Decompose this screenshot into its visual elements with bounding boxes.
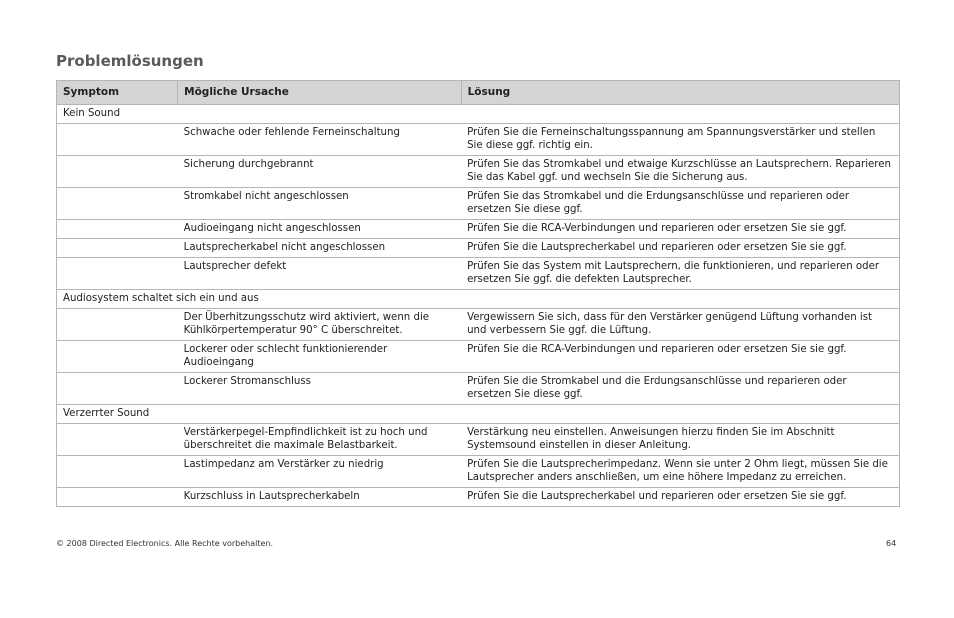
page-number: 64 <box>886 539 897 548</box>
empty-symptom-cell <box>57 456 178 488</box>
header-solution: Lösung <box>461 81 899 105</box>
table-row <box>57 373 900 405</box>
table-row <box>57 124 900 156</box>
symptom-cell: Verzerrter Sound <box>57 405 900 424</box>
table-header-row <box>57 81 900 105</box>
cause-cell: Der Überhitzungsschutz wird aktiviert, wenn die Kühlkörpertemperatur 90° C überschreitet. <box>178 309 461 341</box>
empty-symptom-cell <box>57 239 178 258</box>
empty-symptom-cell <box>57 124 178 156</box>
solution-cell: Verstärkung neu einstellen. Anweisungen hierzu finden Sie im Abschnitt Systemsound einstellen in dieser Anleitung. <box>461 424 899 456</box>
solution-cell: Prüfen Sie die RCA-Verbindungen und reparieren oder ersetzen Sie sie ggf. <box>461 220 899 239</box>
table-row <box>57 188 900 220</box>
table-row <box>57 341 900 373</box>
cause-cell: Sicherung durchgebrannt <box>178 156 461 188</box>
cause-cell: Kurzschluss in Lautsprecherkabeln <box>178 488 461 507</box>
solution-cell: Prüfen Sie die RCA-Verbindungen und reparieren oder ersetzen Sie sie ggf. <box>461 341 899 373</box>
cause-cell: Lockerer oder schlecht funktionierender Audioeingang <box>178 341 461 373</box>
header-symptom: Symptom <box>57 81 178 105</box>
empty-symptom-cell <box>57 488 178 507</box>
symptom-cell: Kein Sound <box>57 105 900 124</box>
page-title: Problemlösungen <box>56 52 204 70</box>
header-cause: Mögliche Ursache <box>178 81 461 105</box>
cause-cell: Lautsprecher defekt <box>178 258 461 290</box>
cause-cell: Lockerer Stromanschluss <box>178 373 461 405</box>
solution-cell: Prüfen Sie die Ferneinschaltungsspannung am Spannungsverstärker und stellen Sie diese ggf. richtig ein. <box>461 124 899 156</box>
table-row <box>57 258 900 290</box>
solution-cell: Prüfen Sie die Lautsprecherimpedanz. Wenn sie unter 2 Ohm liegt, müssen Sie die Lautsprecher anders anschließen, um eine höhere Impedanz zu erreichen. <box>461 456 899 488</box>
table-row <box>57 424 900 456</box>
symptom-cell: Audiosystem schaltet sich ein und aus <box>57 290 900 309</box>
cause-cell: Audioeingang nicht angeschlossen <box>178 220 461 239</box>
empty-symptom-cell <box>57 258 178 290</box>
solution-cell: Prüfen Sie das Stromkabel und etwaige Kurzschlüsse an Lautsprechern. Reparieren Sie das Kabel ggf. und wechseln Sie die Sicherung aus. <box>461 156 899 188</box>
table-row <box>57 239 900 258</box>
table-row <box>57 456 900 488</box>
empty-symptom-cell <box>57 188 178 220</box>
empty-symptom-cell <box>57 156 178 188</box>
table-row <box>57 488 900 507</box>
empty-symptom-cell <box>57 341 178 373</box>
cause-cell: Schwache oder fehlende Ferneinschaltung <box>178 124 461 156</box>
cause-cell: Lautsprecherkabel nicht angeschlossen <box>178 239 461 258</box>
symptom-row <box>57 105 900 124</box>
table-row <box>57 156 900 188</box>
solution-cell: Prüfen Sie die Lautsprecherkabel und reparieren oder ersetzen Sie sie ggf. <box>461 488 899 507</box>
cause-cell: Stromkabel nicht angeschlossen <box>178 188 461 220</box>
table-row <box>57 220 900 239</box>
cause-cell: Lastimpedanz am Verstärker zu niedrig <box>178 456 461 488</box>
table-row <box>57 309 900 341</box>
solution-cell: Prüfen Sie das Stromkabel und die Erdungsanschlüsse und reparieren oder ersetzen Sie diese ggf. <box>461 188 899 220</box>
solution-cell: Prüfen Sie die Stromkabel und die Erdungsanschlüsse und reparieren oder ersetzen Sie diese ggf. <box>461 373 899 405</box>
cause-cell: Verstärkerpegel-Empfindlichkeit ist zu hoch und überschreitet die maximale Belastbarkeit. <box>178 424 461 456</box>
solution-cell: Prüfen Sie das System mit Lautsprechern, die funktionieren, und reparieren oder ersetzen Sie ggf. die defekten Lautsprecher. <box>461 258 899 290</box>
solution-cell: Vergewissern Sie sich, dass für den Verstärker genügend Lüftung vorhanden ist und verbessern Sie ggf. die Lüftung. <box>461 309 899 341</box>
troubleshooting-table <box>56 80 900 507</box>
symptom-row <box>57 405 900 424</box>
empty-symptom-cell <box>57 220 178 239</box>
empty-symptom-cell <box>57 424 178 456</box>
empty-symptom-cell <box>57 373 178 405</box>
empty-symptom-cell <box>57 309 178 341</box>
footer-copyright: © 2008 Directed Electronics. Alle Rechte vorbehalten. <box>56 539 273 548</box>
table-body <box>57 105 900 507</box>
symptom-row <box>57 290 900 309</box>
solution-cell: Prüfen Sie die Lautsprecherkabel und reparieren oder ersetzen Sie sie ggf. <box>461 239 899 258</box>
